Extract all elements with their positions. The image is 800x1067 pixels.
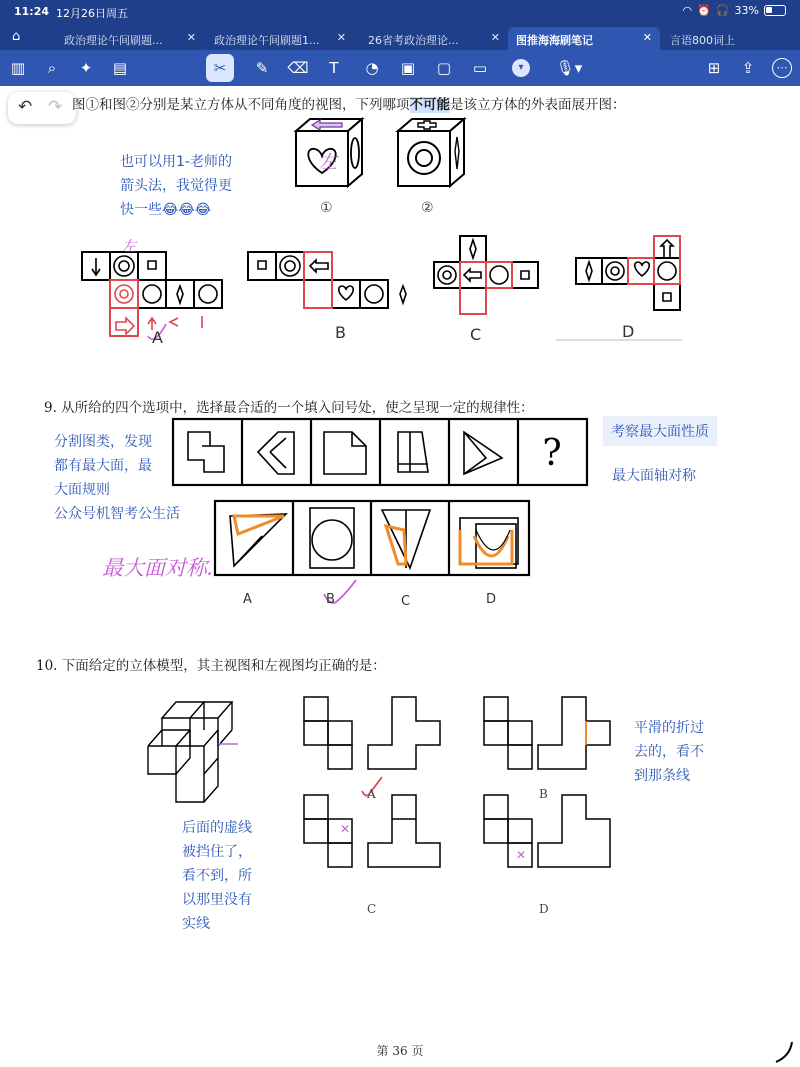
close-icon[interactable]: ✕ [186,31,196,44]
q8-option-A: A [152,328,163,347]
q9-note-line2: 都有最大面，最 [54,458,152,474]
alarm-icon: ⏰ [697,4,711,17]
q10-note-left-line3: 看不到，所 [182,868,252,884]
close-icon[interactable]: ✕ [490,31,500,44]
q8-note-line1: 也可以用1-老师的 [120,154,232,170]
search-icon[interactable]: ⌕ [47,59,57,77]
q9-note-line3: 大面规则 [54,482,110,498]
undo-icon[interactable]: ↶ [18,97,33,117]
tab-5[interactable] [662,27,800,50]
q10-option-C: C [367,902,377,916]
q10-note-left-line4: 以那里没有 [182,892,252,908]
more-tools-icon[interactable]: ▾ [512,59,530,77]
share-icon[interactable]: ⇪ [741,59,755,77]
q9-question-mark: ? [542,433,562,474]
q9-note-right: 最大面轴对称 [612,468,696,484]
q8-highlight: 不可能 [409,97,450,113]
q8-note-line3: 快一些😂😂😂 [120,202,212,218]
q8-text [72,93,626,113]
q10-note-right-line3: 到那条线 [634,768,690,784]
q10-model [146,688,256,806]
tab-3-label: 26省考政治理论... [368,34,459,47]
text-icon[interactable]: T [329,59,339,77]
tab-1[interactable] [56,27,204,50]
q8-option-C: C [470,325,482,344]
tab-5-label: 言语800词上 [670,34,735,47]
q9-text: 9. 从所给的四个选项中，选择最合适的一个填入问号处，使之呈现一定的规律性： [44,400,534,416]
close-icon[interactable]: ✕ [642,31,652,44]
q10-text: 10. 下面给定的立体模型，其主视图和左视图均正确的是： [36,658,386,674]
menu-icon[interactable]: ⋯ [772,58,792,78]
sidebar-icon[interactable]: ▥ [10,59,26,77]
q9-option-C: C [401,594,411,609]
svg-text:✕: ✕ [340,822,351,836]
comment-icon[interactable]: ▭ [472,59,488,77]
tab-4-active[interactable] [508,27,660,50]
microphone-icon[interactable]: 🎙▾ [555,59,583,77]
page-curl-icon[interactable] [772,1040,796,1064]
q10-note-left-line2: 被挡住了， [182,844,252,860]
q10-views [300,693,610,873]
q9-options [214,500,532,576]
q10-note-left-line5: 实线 [182,916,210,932]
undo-redo [8,92,76,124]
sparkle-icon[interactable]: ✦ [79,59,93,77]
q9-note-line1: 分割图类，发现 [54,434,152,450]
q8-option-nets [78,236,698,346]
tab-2[interactable] [206,27,354,50]
shape-icon[interactable]: ◔ [365,59,379,77]
add-page-icon[interactable]: ⊞ [707,59,721,77]
page-number: 第 36 页 [376,1044,424,1058]
battery-icon [764,5,786,16]
tab-1-label: 政治理论午间刷题... [64,34,163,47]
tab-4-label: 图推海海刷笔记 [516,34,593,47]
q10-option-A: A [367,787,376,801]
home-icon[interactable]: ⌂ [12,29,21,44]
pen-icon[interactable]: ✎ [255,59,269,77]
q9-option-D: D [486,592,497,607]
q8-option-B: B [335,323,346,342]
q9-option-A: A [243,592,252,607]
tab-2-label: 政治理论午间刷题1... [214,34,320,47]
q10-option-D: D [539,902,549,916]
q9-note-box: 考察最大面性质 [603,416,717,446]
q8-hand-left-cube: 左 [319,152,337,173]
lasso-icon[interactable]: ✂ [206,54,234,82]
q9-hand-note: 最大面对称. [102,556,214,580]
q8-note-line2: 箭头法，我觉得更 [120,178,232,194]
image-icon[interactable]: ▣ [400,59,416,77]
q10-note-right-line2: 去的，看不 [634,744,704,760]
q10-note-left [182,816,252,936]
tab-3[interactable] [360,27,508,50]
wifi-icon: ◠ [682,4,693,17]
q10-note-right [634,716,704,788]
headphones-icon: 🎧 [715,4,730,17]
eraser-icon[interactable]: ⌫ [287,59,309,77]
q8-view1-label: ① [320,200,333,216]
q10-note-left-line1: 后面的虚线 [182,820,252,836]
q9-note-line4: 公众号机智考公生活 [54,506,180,522]
q10-option-B: B [539,787,548,801]
q10-note-right-line1: 平滑的折过 [634,720,704,736]
q9-sequence [172,418,588,488]
status-right [683,4,786,17]
tab-bar [0,24,800,50]
q9-note-left [54,430,180,526]
q8-view-cubes [290,113,470,193]
q8-text-before: 图①和图②分别是某立方体从不同角度的视图，下列哪项 [72,97,410,113]
q8-hand-left-A: 左 [122,239,136,255]
status-date: 12月26日周五 [56,7,128,20]
notes-icon[interactable]: ▤ [112,59,128,77]
sticky-note-icon[interactable]: ▢ [436,59,452,77]
toolbar [0,50,800,86]
redo-icon[interactable]: ↷ [48,97,63,117]
battery-percent: 33% [734,4,759,17]
status-time: 11:24 [14,5,50,18]
q8-option-D: D [622,322,635,341]
status-bar [0,0,800,24]
q9-option-B: B [326,592,335,607]
q8-view2-label: ② [421,200,434,216]
q8-note [120,150,232,222]
close-icon[interactable]: ✕ [336,31,346,44]
q8-text-after: 是该立方体的外表面展开图： [450,97,626,113]
svg-text:✕: ✕ [516,848,527,862]
